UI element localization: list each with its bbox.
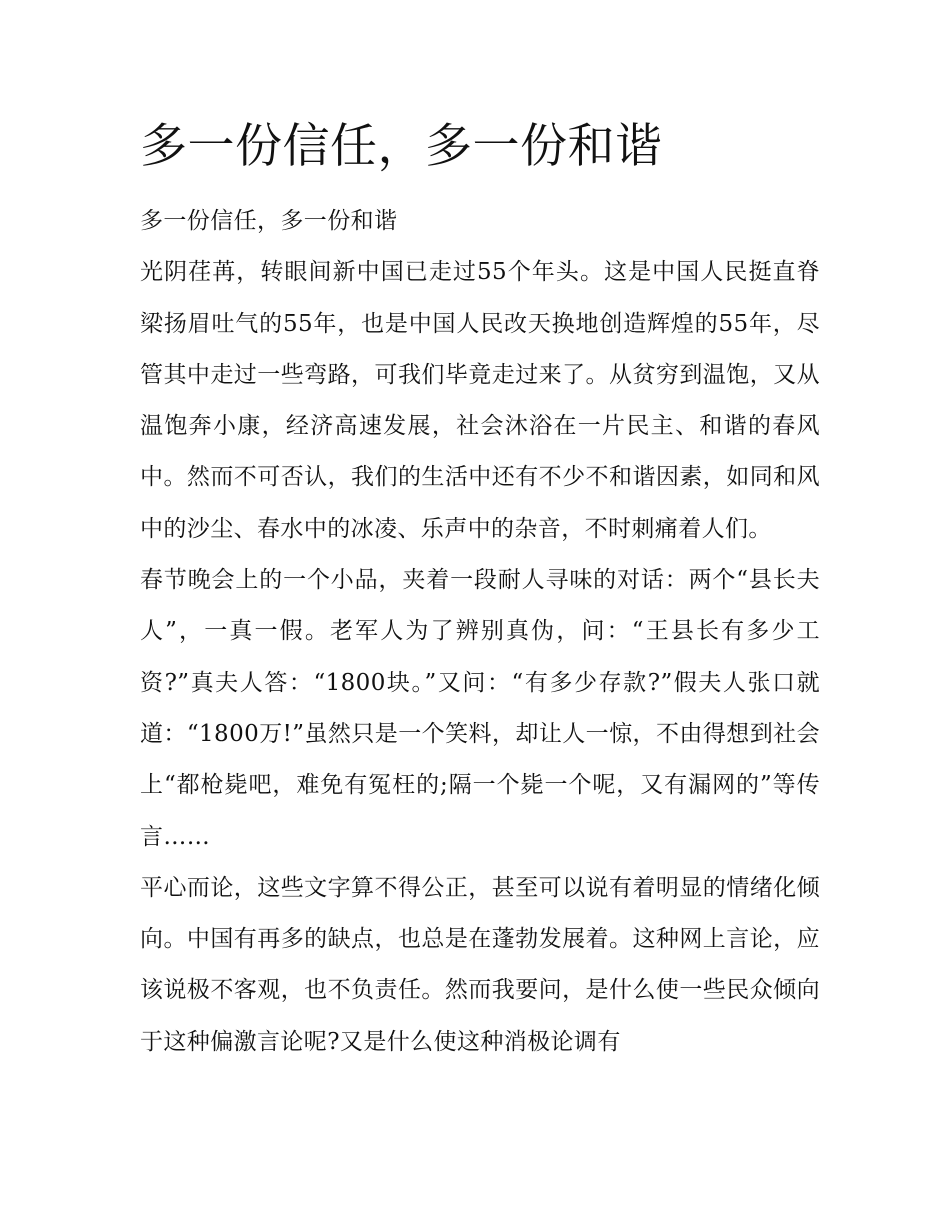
- document-subtitle: 多一份信任，多一份和谐: [140, 208, 398, 234]
- document-title: 多一份信任，多一份和谐: [140, 119, 663, 174]
- paragraph: 平心而论，这些文字算不得公正，甚至可以说有着明显的情绪化倾向。中国有再多的缺点，也总是在蓬勃发展着。这种网上言论，应该说极不客观，也不负责任。然而我要问，是什么使一些民众倾向于这种偏激言论呢?又是什么使这种消极论调有: [140, 874, 820, 1055]
- paragraph: 光阴荏苒，转眼间新中国已走过55个年头。这是中国人民挺直脊梁扬眉吐气的55年，也是中国人民改天换地创造辉煌的55年，尽管其中走过一些弯路，可我们毕竟走过来了。从贫穷到温饱，又从温饱奔小康，经济高速发展，社会沐浴在一片民主、和谐的春风中。然而不可否认，我们的生活中还有不少不和谐因素，如同和风中的沙尘、春水中的冰凌、乐声中的杂音，不时刺痛着人们。: [140, 259, 820, 542]
- paragraph: 春节晚会上的一个小品，夹着一段耐人寻味的对话：两个“县长夫人”，一真一假。老军人为了辨别真伪，问：“王县长有多少工资?”真夫人答：“1800块。”又问：“有多少存款?”假夫人张口就道：“1800万!”虽然只是一个笑料，却让人一惊，不由得想到社会上“都枪毙吧，难免有冤枉的;隔一个毙一个呢，又有漏网的”等传言……: [140, 567, 820, 850]
- document-body: [140, 196, 820, 1068]
